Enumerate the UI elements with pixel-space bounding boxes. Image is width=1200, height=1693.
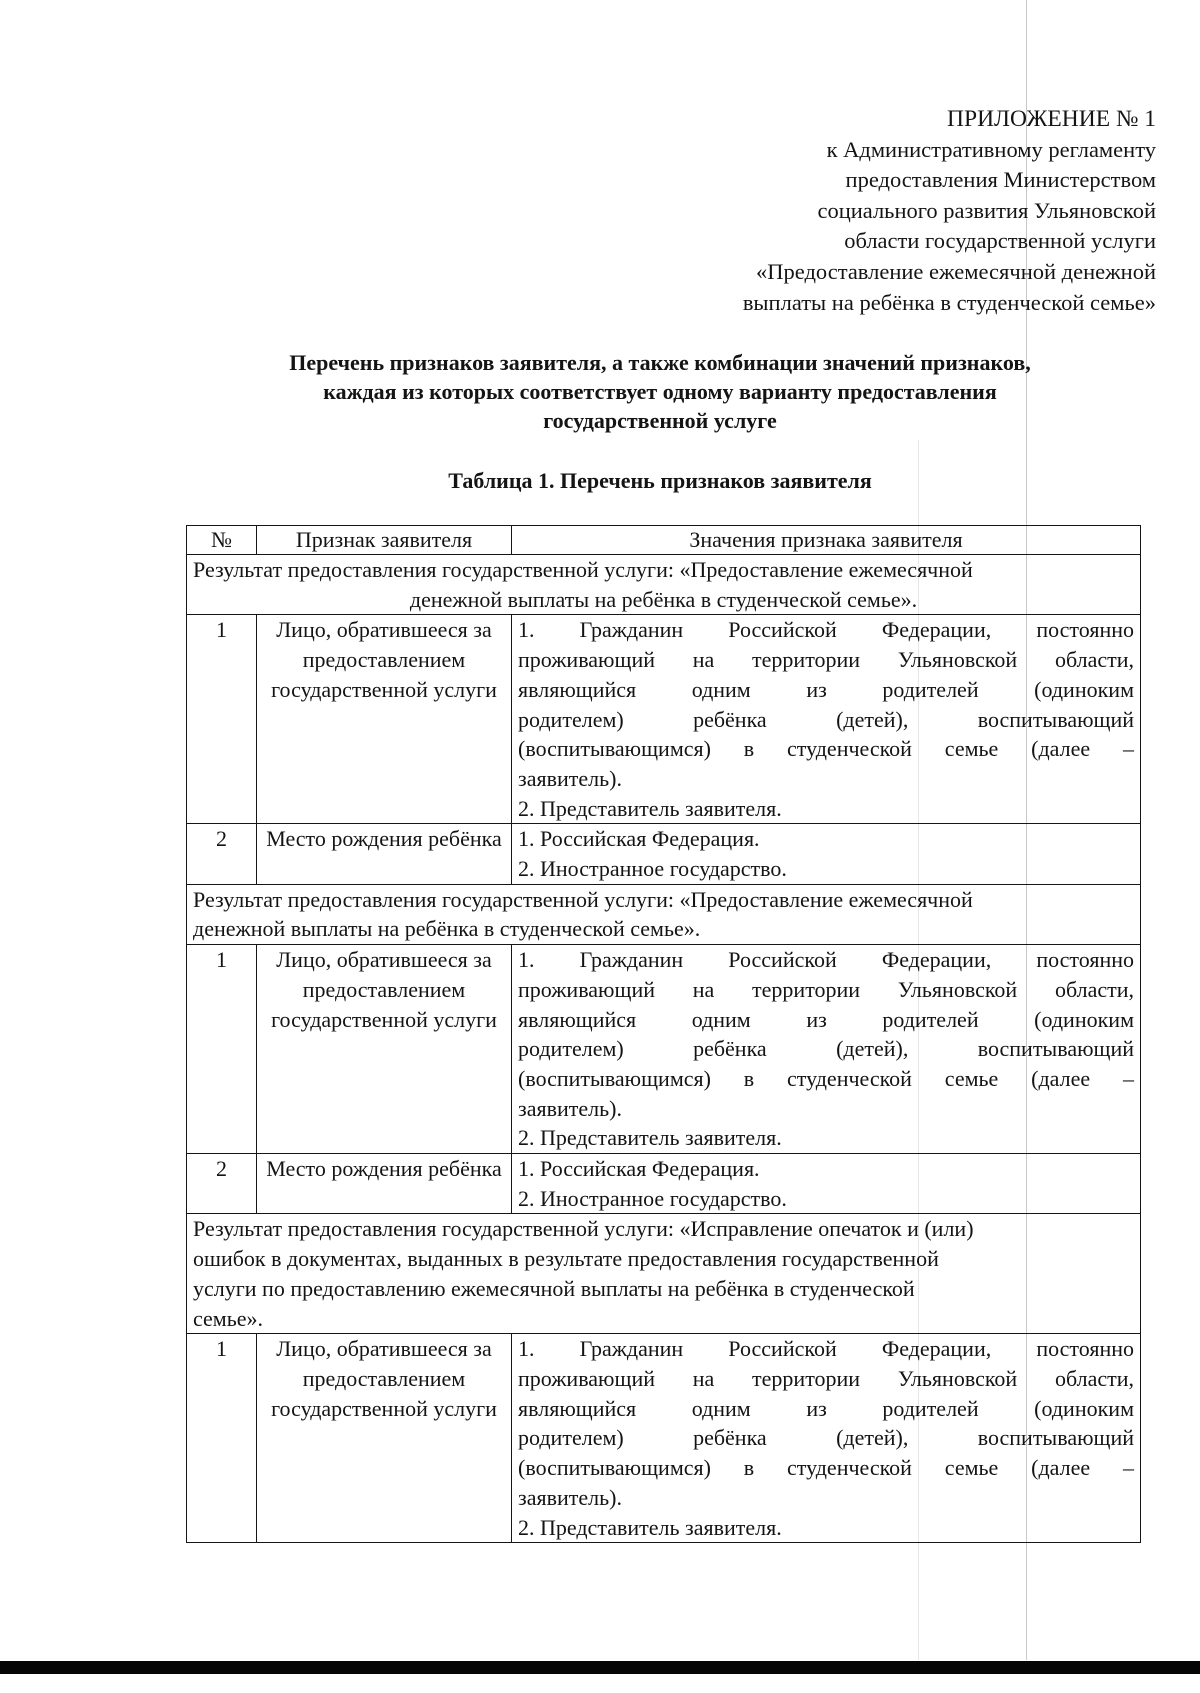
section-result-row	[187, 555, 1141, 615]
section-result-line: семье».	[193, 1305, 264, 1331]
row-number: 2	[187, 1154, 257, 1214]
value-line: проживающий на территории Ульяновской области,	[518, 1365, 1134, 1391]
value-line: 2. Иностранное государство.	[518, 856, 787, 882]
appendix-line: к Административному регламенту	[826, 136, 1156, 162]
row-attribute: Лицо, обратившееся за предоставлением государственной услуги	[257, 945, 512, 1154]
section-result-row	[187, 1214, 1141, 1334]
value-line: 2. Представитель заявителя.	[518, 795, 782, 821]
appendix-header	[596, 104, 1156, 318]
table-row	[187, 945, 1141, 1154]
row-attribute: Место рождения ребёнка	[257, 1154, 512, 1214]
appendix-line: области государственной услуги	[844, 228, 1156, 254]
table-row	[187, 615, 1141, 824]
row-attribute: Место рождения ребёнка	[257, 824, 512, 884]
section-result-line: Результат предоставления государственной услуги: «Предоставление ежемесячной	[193, 557, 973, 582]
section-result-row	[187, 884, 1141, 944]
row-values	[512, 824, 1141, 884]
row-values	[512, 1334, 1141, 1543]
value-line: родителем) ребёнка (детей), воспитывающий	[518, 1425, 1134, 1451]
section-result	[187, 884, 1141, 944]
header-attribute: Признак заявителя	[257, 526, 512, 555]
value-line: 1. Гражданин Российской Федерации, постоянно	[518, 1336, 1134, 1362]
document-title-line: каждая из которых соответствует одному варианту предоставления	[323, 379, 997, 404]
document-title-line: государственной услуге	[543, 408, 777, 433]
section-result	[187, 1214, 1141, 1334]
appendix-line: социального развития Ульяновской	[817, 197, 1156, 223]
value-line: родителем) ребёнка (детей), воспитывающий	[518, 706, 1134, 732]
row-values	[512, 945, 1141, 1154]
value-line: проживающий на территории Ульяновской области,	[518, 976, 1134, 1002]
value-line: 2. Представитель заявителя.	[518, 1125, 782, 1151]
value-line: 1. Российская Федерация.	[518, 826, 760, 852]
table-title: Таблица 1. Перечень признаков заявителя	[448, 468, 872, 493]
table-row	[187, 1334, 1141, 1543]
row-values	[512, 1154, 1141, 1214]
row-attribute: Лицо, обратившееся за предоставлением государственной услуги	[257, 615, 512, 824]
table-row	[187, 1154, 1141, 1214]
section-result-line: ошибок в документах, выданных в результате предоставления государственной	[193, 1246, 939, 1272]
value-line: 1. Гражданин Российской Федерации, постоянно	[518, 947, 1134, 973]
value-line: 1. Гражданин Российской Федерации, постоянно	[518, 617, 1134, 643]
row-attribute: Лицо, обратившееся за предоставлением государственной услуги	[257, 1334, 512, 1543]
value-line: 1. Российская Федерация.	[518, 1156, 760, 1182]
value-line: родителем) ребёнка (детей), воспитывающий	[518, 1036, 1134, 1062]
value-line: являющийся одним из родителей (одиноким	[518, 1006, 1134, 1032]
document-title-line: Перечень признаков заявителя, а также комбинации значений признаков,	[289, 350, 1031, 375]
row-number: 1	[187, 1334, 257, 1543]
table-row	[187, 824, 1141, 884]
value-line: (воспитывающимся) в студенческой семье (далее –	[518, 1455, 1134, 1481]
value-line: (воспитывающимся) в студенческой семье (далее –	[518, 736, 1134, 762]
value-line: (воспитывающимся) в студенческой семье (далее –	[518, 1065, 1134, 1091]
value-line: заявитель).	[518, 1095, 622, 1121]
document-title	[160, 348, 1160, 435]
section-result-line: денежной выплаты на ребёнка в студенческой семье».	[409, 586, 918, 612]
appendix-line: выплаты на ребёнка в студенческой семье»	[742, 289, 1156, 315]
row-number: 1	[187, 945, 257, 1154]
appendix-heading: ПРИЛОЖЕНИЕ № 1	[947, 106, 1156, 132]
header-number: №	[187, 526, 257, 555]
value-line: являющийся одним из родителей (одиноким	[518, 676, 1134, 702]
value-line: 2. Иностранное государство.	[518, 1185, 787, 1211]
section-result	[187, 555, 1141, 615]
value-line: заявитель).	[518, 1484, 622, 1510]
header-values: Значения признака заявителя	[512, 526, 1141, 555]
section-result-line: Результат предоставления государственной услуги: «Исправление опечаток и (или)	[193, 1216, 974, 1242]
section-result-line: услуги по предоставлению ежемесячной выплаты на ребёнка в студенческой	[193, 1275, 915, 1301]
value-line: 2. Представитель заявителя.	[518, 1514, 782, 1540]
section-result-line: Результат предоставления государственной услуги: «Предоставление ежемесячной	[193, 886, 973, 912]
appendix-line: предоставления Министерством	[845, 167, 1156, 193]
value-line: заявитель).	[518, 765, 622, 791]
row-number: 1	[187, 615, 257, 824]
section-result-line: денежной выплаты на ребёнка в студенческой семье».	[193, 916, 701, 942]
scan-bottom-edge	[0, 1661, 1200, 1674]
attributes-table	[186, 525, 1141, 1543]
row-values	[512, 615, 1141, 824]
row-number: 2	[187, 824, 257, 884]
table-header-row	[187, 526, 1141, 555]
appendix-line: «Предоставление ежемесячной денежной	[756, 258, 1156, 284]
value-line: проживающий на территории Ульяновской области,	[518, 647, 1134, 673]
value-line: являющийся одним из родителей (одиноким	[518, 1395, 1134, 1421]
